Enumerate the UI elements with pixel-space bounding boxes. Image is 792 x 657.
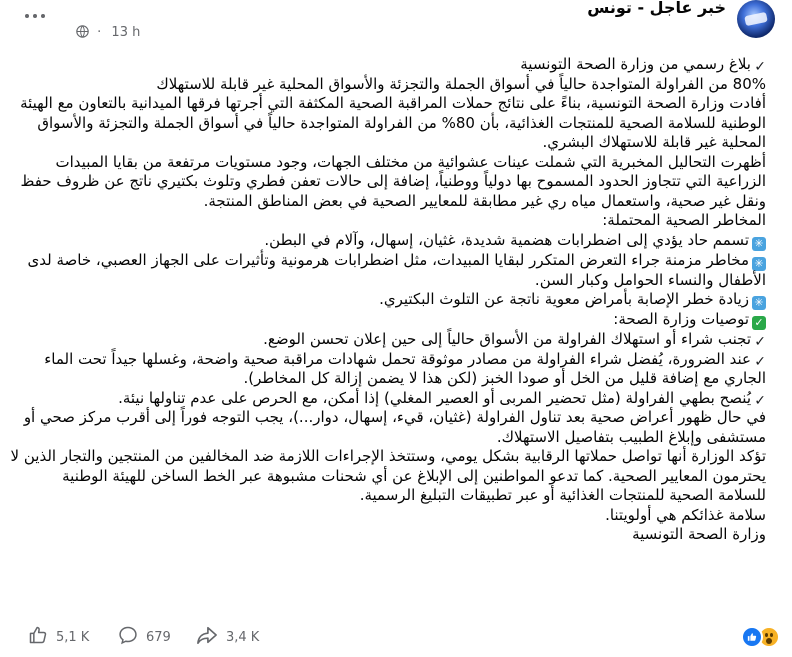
post-line: 80% من الفراولة المتواجدة حالياً في أسواق الجملة والتجزئة والأسواق المحلية غير قابلة للاستهلاك <box>156 74 766 93</box>
check-mark-icon: ✓ <box>754 59 766 75</box>
page-avatar[interactable] <box>737 0 775 38</box>
post-line: ✓تجنب شراء أو استهلاك الفراولة من الأسواق حالياً إلى حين إعلان تحسن الوضع. <box>263 330 766 350</box>
share-count: 3,4 K <box>226 629 260 645</box>
post-text <box>10 55 766 545</box>
post-line: تؤكد الوزارة أنها تواصل حملاتها الرقابية بشكل يومي، وستتخذ الإجراءات اللازمة ضد المخالفين من المنتجين والتجار الذين لا يحترمون المعايير الصحية. كما تدعو المواطنين إلى الإبلاغ عن أي شحنات مشبوهة عبر الخط الساخن للهيئة الوطنية للسلامة الصحية للمنتجات الغذائية أو عبر تطبيقات التبليغ الرسمية. <box>10 447 766 504</box>
page-name[interactable]: خبر عاجل - تونس <box>587 0 726 17</box>
reaction-summary[interactable] <box>741 626 780 648</box>
post-line: ✳مخاطر مزمنة جراء التعرض المتكرر لبقايا المبيدات، مثل اضطرابات هرمونية وتأثيرات على الجهاز العصبي، خاصة لدى الأطفال والنساء الحوامل وكبار السن. <box>27 250 766 289</box>
check-mark-icon: ✓ <box>754 353 766 370</box>
post-line: أفادت وزارة الصحة التونسية، بناءً على نتائج حملات المراقبة الصحية المكثفة التي أجرتها فرقها الميدانية بالتعاون مع الهيئة الوطنية للسلامة الصحية للمنتجات الغذائية، بأن 80% من الفراولة المتواجدة حالياً في أسواق الجملة والتجزئة والأسواق المحلية غير قابلة للاستهلاك البشري. <box>20 94 766 151</box>
share-button[interactable] <box>196 626 259 648</box>
post-line: ✓عند الضرورة، يُفضل شراء الفراولة من مصادر موثوقة تحمل شهادات مراقبة صحية واضحة، وغسلها جيداً تحت الماء الجاري مع إضافة قليل من الخل أو صودا الخبز (لكن هذا لا يضمن إزالة كل المخاطر). <box>44 349 766 387</box>
comment-bubble-icon <box>118 625 146 649</box>
sparkle-icon: ✳ <box>752 237 766 251</box>
comment-count: 679 <box>146 629 171 645</box>
share-arrow-icon <box>196 625 226 649</box>
thumbs-up-icon <box>28 625 56 649</box>
like-button[interactable] <box>28 626 89 648</box>
post-line: ✓يُنصح بطهي الفراولة (مثل تحضير المربى أو العصير المغلي) إذا أمكن، مع الحرص على عدم تناولها نيئة. <box>118 388 766 409</box>
post-line: ✓بلاغ رسمي من وزارة الصحة التونسية <box>520 55 766 75</box>
like-count: 5,1 K <box>56 629 90 645</box>
like-reaction-icon <box>741 626 763 648</box>
post-line: سلامة غذائكم هي أولويتنا. <box>605 505 766 524</box>
post-line: ✓توصيات وزارة الصحة: <box>10 310 766 330</box>
check-box-icon: ✓ <box>752 316 766 330</box>
post-header <box>0 0 792 52</box>
post-meta: · 13 h <box>76 25 236 41</box>
sparkle-icon: ✳ <box>752 257 766 271</box>
post-line: في حال ظهور أعراض صحية بعد تناول الفراولة (غثيان، قيء، إسهال، دوار...)، يجب التوجه فوراً إلى أقرب مركز صحي أو مستشفى وإبلاغ الطبيب بتفاصيل الاستهلاك. <box>23 408 766 446</box>
post-line: ✳تسمم حاد يؤدي إلى اضطرابات هضمية شديدة، غثيان، إسهال، وآلام في البطن. <box>10 231 766 251</box>
check-mark-icon: ✓ <box>754 392 766 409</box>
globe-icon <box>76 25 89 42</box>
check-mark-icon: ✓ <box>754 334 766 350</box>
post-line: المخاطر الصحية المحتملة: <box>602 211 766 229</box>
sparkle-icon: ✳ <box>752 296 766 310</box>
post-time[interactable]: 13 h <box>111 25 141 40</box>
more-options-button[interactable] <box>22 6 50 26</box>
post-line: أظهرت التحاليل المخبرية التي شملت عينات عشوائية من مختلف الجهات، وجود مستويات مرتفعة من بقايا المبيدات الزراعية التي تتجاوز الحدود المسموح بها دولياً ووطنياً، إضافة إلى حالات تعفن فطري وتلوث بكتيري ناتج عن ظروف حفظ ونقل غير صحية، واستعمال مياه ري غير مطابقة للمعايير الصحية في بعض المناطق المنتجة. <box>20 152 766 210</box>
post-line: وزارة الصحة التونسية <box>632 525 766 543</box>
post-footer <box>0 622 792 652</box>
comment-button[interactable] <box>118 626 171 648</box>
post-line: ✳زيادة خطر الإصابة بأمراض معوية ناتجة عن التلوث البكتيري. <box>10 290 766 310</box>
